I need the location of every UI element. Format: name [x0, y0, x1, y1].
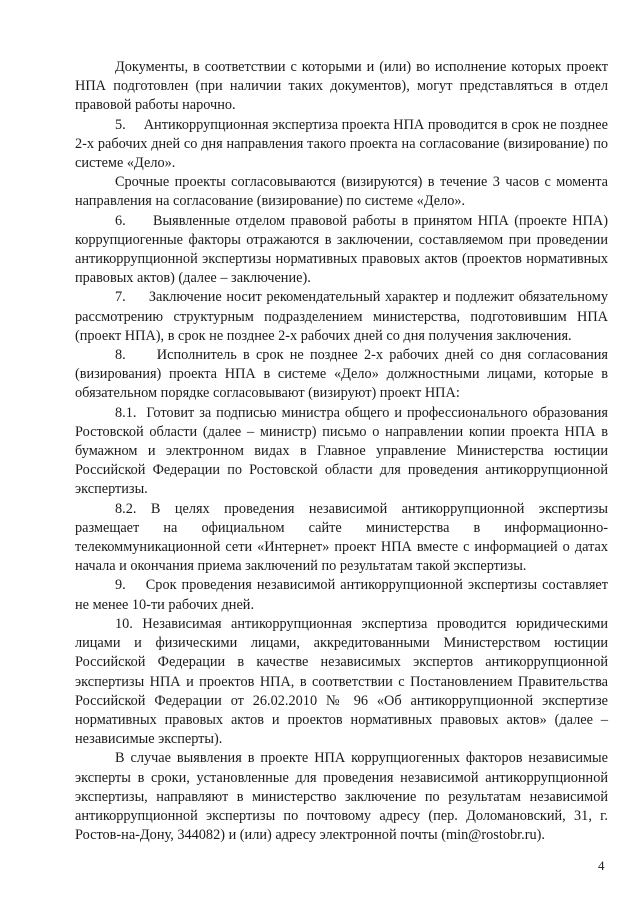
paragraph-6: 6. Выявленные отделом правовой работы в принятом НПА (проекте НПА) коррупциогенные факторы отражаются в заключении, составляемом при проведении антикоррупционной экспертизы нормативных правовых актов (проектов нормативных правовых актов) (далее – заключение). [75, 212, 608, 287]
paragraph-8-2: 8.2. В целях проведения независимой антикоррупционной экспертизы размещает на официальном сайте министерства в информационно-телекоммуникационной сети «Интернет» проект НПА вместе с информацией о датах начала и окончания приема заключений по результатам такой экспертизы. [75, 500, 608, 575]
paragraph-documents: Документы, в соответствии с которыми и (или) во исполнение которых проект НПА подготовлен (при наличии таких документов), могут представляться в отдел правовой работы нарочно. [75, 59, 608, 114]
page-number: 4 [598, 858, 605, 873]
document-body [75, 58, 608, 845]
paragraph-urgent-projects: Срочные проекты согласовываются (визируются) в течение 3 часов с момента направления на согласование (визирование) по системе «Дело». [75, 174, 608, 210]
paragraph-independent-experts: В случае выявления в проекте НПА коррупциогенных факторов независимые эксперты в сроки, установленные для проведения независимой антикоррупционной экспертизы, направляют в министерство заключение по результатам независимой антикоррупционной экспертизы по почтовому адресу (пер. Доломановский, 31, г. Ростов-на-Дону, 344082) и (или) адресу электронной почты (min@rostobr.ru). [75, 750, 608, 844]
paragraph-8: 8. Исполнитель в срок не позднее 2-х рабочих дней со дня согласования (визирования) проекта НПА в системе «Дело» должностными лицами, которые в обязательном порядке согласовывают (визируют) проект НПА: [75, 347, 608, 402]
paragraph-7: 7. Заключение носит рекомендательный характер и подлежит обязательному рассмотрению структурным подразделением министерства, подготовившим НПА (проект НПА), в срок не позднее 2-х рабочих дней со дня получения заключения. [75, 289, 608, 344]
paragraph-10: 10. Независимая антикоррупционная экспертиза проводится юридическими лицами и физическими лицами, аккредитованными Министерством юстиции Российской Федерации в качестве независимых экспертов антикоррупционной экспертизы НПА и проектов НПА, в соответствии с Постановлением Правительства Российской Федерации от 26.02.2010 № 96 «Об антикоррупционной экспертизе нормативных правовых актов и проектов нормативных правовых актов» (далее – независимые эксперты). [75, 615, 608, 748]
paragraph-9: 9. Срок проведения независимой антикоррупционной экспертизы составляет не менее 10-ти рабочих дней. [75, 577, 608, 613]
paragraph-8-1: 8.1. Готовит за подписью министра общего и профессионального образования Ростовской области (далее – министр) письмо о направлении копии проекта НПА в бумажном и электронном видах в Главное управление Министерства юстиции Российской Федерации по Ростовской области для проведения антикоррупционной экспертизы. [75, 404, 608, 498]
paragraph-5: 5. Антикоррупционная экспертиза проекта НПА проводится в срок не позднее 2-х рабочих дней со дня направления такого проекта на согласование (визирование) по системе «Дело». [75, 116, 608, 172]
